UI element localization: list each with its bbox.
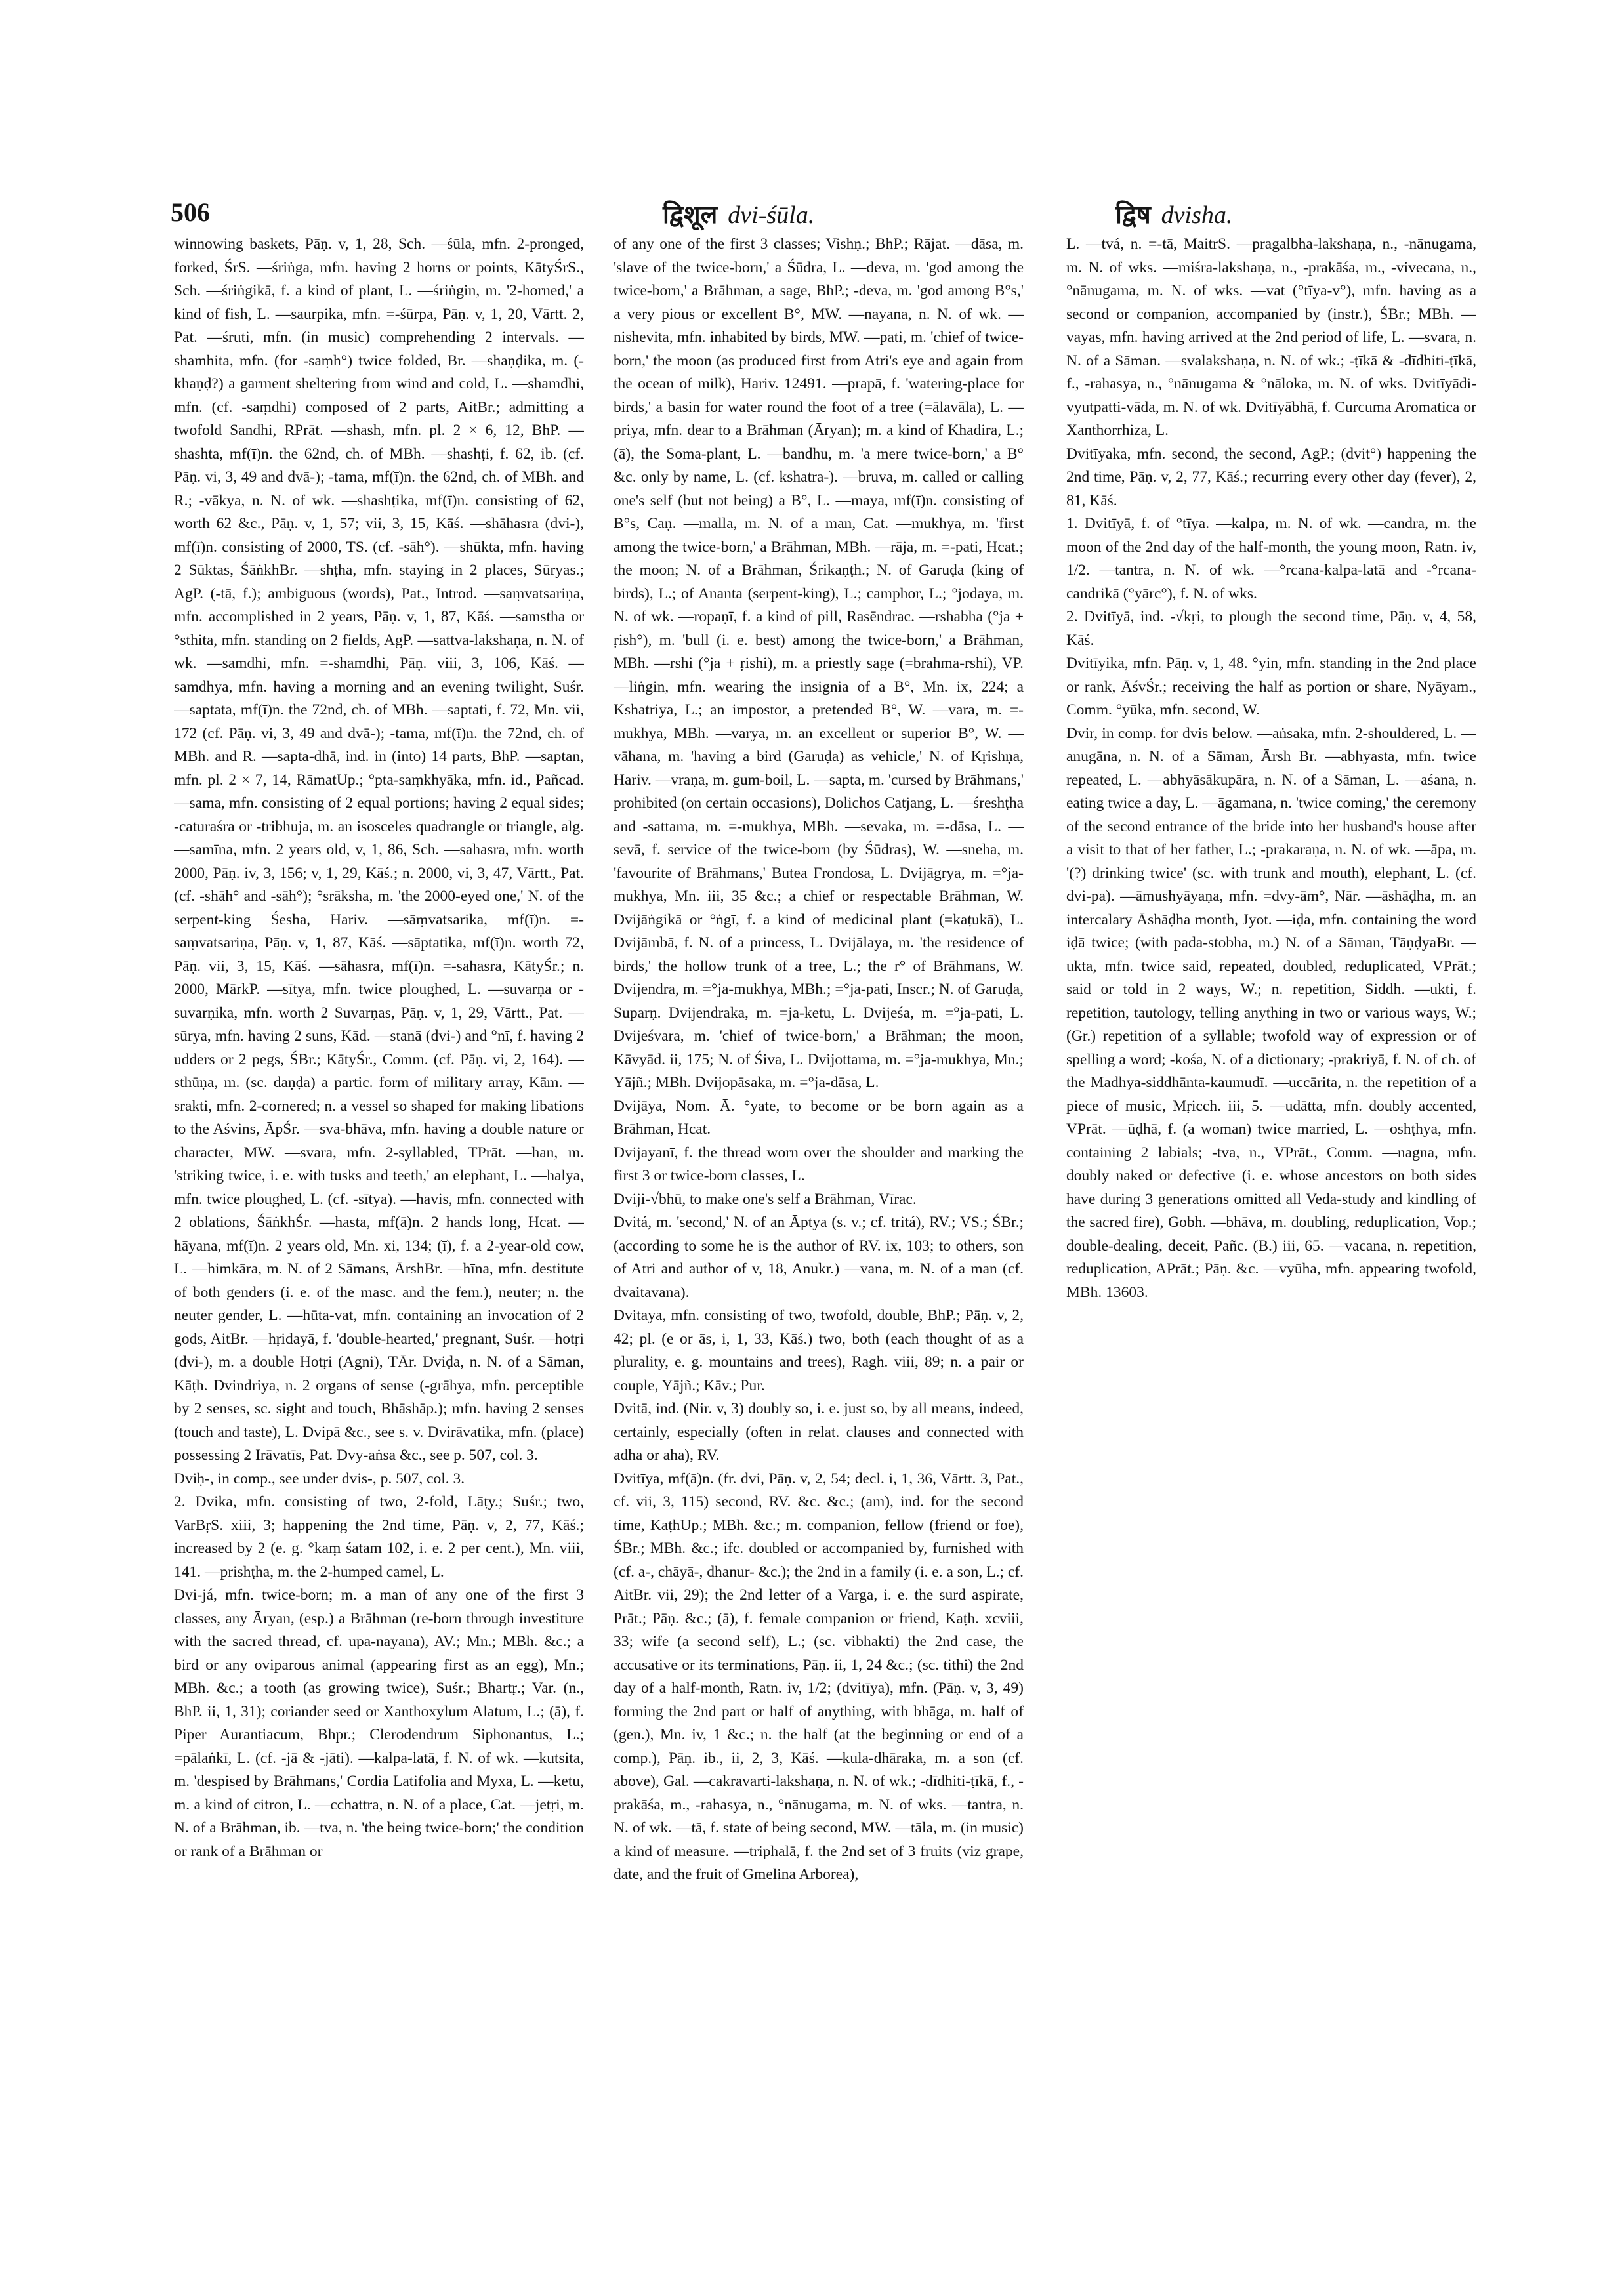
- right-head-devanagari: द्विष: [1115, 201, 1151, 229]
- entry-paragraph: Dviji-√bhū, to make one's self a Brāhman, Vīrac.: [614, 1190, 917, 1208]
- entry-paragraph: Dvitá, m. 'second,' N. of an Āptya (s. v.; cf. tritá), RV.; VS.; ŚBr.; (according to some he is the author of RV. ix, 103; to others, son of Atri and author of v, 18, Anukr.) —vana, m. N. of a man (cf. dvaitavana).: [614, 1214, 1024, 1301]
- entry-paragraph: Dvijāya, Nom. Ā. °yate, to become or be born again as a Brāhman, Hcat.: [614, 1097, 1024, 1138]
- entry-paragraph: Dvi-já, mfn. twice-born; m. a man of any one of the first 3 classes, any Āryan, (esp.) a Brāhman (re-born through investiture with the sacred thread, cf. upa-nayana), AV.; Mn.; MBh. &c.; a bird or any oviparous animal (appearing first as an egg), Mn.; MBh. &c.; a tooth (as growing twice), Suśr.; Bhartṛ.; Var. (n., BhP. ii, 1, 31); coriander seed or Xanthoxylum Alatum, L.; (ā), f. Piper Aurantiacum, Bhpr.; Clerodendrum Siphonantus, L.; =pālaṅkī, L. (cf. -jā & -jāti). —kalpa-latā, f. N. of wk. —kutsita, m. 'despised by Brāhmans,' Cordia Latifolia and Myxa, L. —ketu, m. a kind of citron, L. —cchattra, n. N. of a place, Cat. —jetṛi, m. N. of a Brāhman, ib. —tva, n. 'the being twice-born;' the condition or rank of a Brāhman or: [174, 1586, 584, 1860]
- entry-paragraph: Dvitīya, mf(ā)n. (fr. dvi, Pāṇ. v, 2, 54; decl. i, 1, 36, Vārtt. 3, Pat., cf. vii, 3, 115) second, RV. &c. &c.; (am), ind. for the second time, KaṭhUp.; MBh. &c.; m. companion, fellow (friend or foe), ŚBr.; MBh. &c.; ifc. doubled or accompanied by, furnished with (cf. a-, chāyā-, dhanur- &c.); the 2nd in a family (i. e. a son, L.; cf. AitBr. vii, 29); the 2nd letter of a Varga, i. e. the surd aspirate, Prāt.; Pāṇ. &c.; (ā), f. female companion or friend, Kaṭh. xcviii, 33; wife (a second self), L.; (sc. vibhakti) the 2nd case, the accusative or its terminations, Pāṇ. ii, 1, 24 &c.; (sc. tithi) the 2nd day of a half-month, Ratn. iv, 1/2; (dvitīya), mfn. (Pāṇ. v, 3, 49) forming the 2nd part or half of anything, with bhāga, m. half of (gen.), Mn. iv, 1 &c.; n. the half (at the beginning or end of a comp.), Pāṇ. ib., ii, 2, 3, Kāś. —kula-dhāraka, m. a son (cf. above), Gal. —cakravarti-lakshaṇa, n. N. of wk.; -dīdhiti-ṭīkā, f., -prakāśa, m., -rahasya, n., °nānugama, m. N. of wks. —tantra, n. N. of wk. —tā, f. state of being second, MW. —tāla, m. (in music) a kind of measure. —triphalā, f. the 2nd set of 3 fruits (viz grape, date, and the fruit of Gmelina Arborea),: [614, 1470, 1024, 1883]
- entry-paragraph: L. —tvá, n. =-tā, MaitrS. —pragalbha-lakshaṇa, n., -nānugama, m. N. of wks. —miśra-lakshaṇa, n., -prakāśa, m., -vivecana, n., °nānugama, m. N. of wks. —vat (°tīya-v°), mfn. having as a second or companion, accompanied by (instr.), ŚBr.; MBh. —vayas, mfn. having arrived at the 2nd period of life, L. —svara, n. N. of a Sāman. —svalakshaṇa, n. N. of wk.; -ṭīkā & -dīdhiti-ṭīkā, f., -rahasya, n., °nānugama & °nāloka, m. N. of wks. Dvitīyādi-vyutpatti-vāda, m. N. of wk. Dvitīyābhā, f. Curcuma Aromatica or Xanthorrhiza, L.: [1066, 236, 1476, 439]
- entry-paragraph: Dvitā, ind. (Nir. v, 3) doubly so, i. e. just so, by all means, indeed, certainly, especially (often in relat. clauses and connected with adha or aha), RV.: [614, 1400, 1024, 1464]
- entry-paragraph: of any one of the first 3 classes; Vishṇ.; BhP.; Rājat. —dāsa, m. 'slave of the twice-born,' a Śūdra, L. —deva, m. 'god among the twice-born,' a Brāhman, a sage, BhP.; -deva, m. 'god among B°s,' a very pious or excellent B°, MW. —nayana, n. N. of wk. —nishevita, mfn. inhabited by birds, MW. —pati, m. 'chief of twice-born,' the moon (as produced first from Atri's eye and again from the ocean of milk), Hariv. 12491. —prapā, f. 'watering-place for birds,' a basin for water round the foot of a tree (=ālavāla), L. —priya, mfn. dear to a Brāhman (Āryan); m. a kind of Khadira, L.; (ā), the Soma-plant, L. —bandhu, m. 'a mere twice-born,' a B° &c. only by name, L. (cf. kshatra-). —bruva, m. called or calling one's self (but not being) a B°, L. —maya, mf(ī)n. consisting of B°s, Caṇ. —malla, m. N. of a man, Cat. —mukhya, m. 'first among the twice-born,' a Brāhman, MBh. —rāja, m. =-pati, Hcat.; the moon; N. of a Brāhman, Śrikaṇṭh.; N. of Garuḍa (king of birds), L.; of Ananta (serpent-king), L.; camphor, L.; °jodaya, m. N. of wk. —ropaṇī, f. a kind of pill, Rasēndrac. —rshabha (°ja + ṛish°), m. 'bull (i. e. best) among the twice-born,' a Brāhman, MBh. —rshi (°ja + ṛishi), m. a priestly sage (=brahma-rshi), VP. —liṅgin, mfn. wearing the insignia of a B°, Mn. ix, 224; a Kshatriya, L.; an impostor, a pretended B°, W. —vara, m. =-mukhya, MBh. —varya, m. an excellent or superior B°, W. —vāhana, m. 'having a bird (Garuḍa) as vehicle,' N. of Kṛishṇa, Hariv. —vraṇa, m. gum-boil, L. —sapta, m. 'cursed by Brāhmans,' prohibited (on certain occasions), Dolichos Catjang, L. —śreshṭha and -sattama, m. =-mukhya, MBh. —sevaka, m. =-dāsa, L. —sevā, f. service of the twice-born (by Śūdras), W. —sneha, m. 'favourite of Brāhmans,' Butea Frondosa, L. Dvijāgrya, m. =°ja-mukhya, Mn. iii, 35 &c.; a chief or respectable Brāhman, W. Dvijāṅgikā or °ṅgī, f. a kind of medicinal plant (=kaṭukā), L. Dvijāmbā, f. N. of a princess, L. Dvijālaya, m. 'the residence of birds,' the hollow trunk of a tree, L.; the r° of Brāhmans, W. Dvijendra, m. =°ja-mukhya, MBh.; =°ja-pati, Inscr.; N. of Garuḍa, Suparṇ. Dvijendraka, m. =ja-ketu, L. Dvijeśa, m. =°ja-pati, L. Dvijeśvara, m. 'chief of twice-born,' a Brāhman; the moon, Kāvyād. ii, 175; N. of Śiva, L. Dvijottama, m. =°ja-mukhya, Mn.; Yājñ.; MBh. Dvijopāsaka, m. =°ja-dāsa, L.: [614, 236, 1024, 1091]
- page-header: [167, 197, 1486, 230]
- left-running-head: [663, 197, 814, 231]
- column-3: [1066, 233, 1476, 2254]
- entry-paragraph: Dvir, in comp. for dvis below. —aṅsaka, mfn. 2-shouldered, L. —anugāna, n. N. of a Sāman, Ārsh Br. —abhyasta, mfn. twice repeated, L. —abhyāsākupāra, n. N. of a Sāman, L. —aśana, n. eating twice a day, L. —āgamana, n. 'twice coming,' the ceremony of the second entrance of the bride into her husband's house after a visit to that of her father, L.; -prakaraṇa, n. N. of wk. —āpa, m. '(?) drinking twice' (sc. with trunk and mouth), elephant, L. (cf. dvi-pa). —āmushyāyaṇa, mfn. =dvy-ām°, Nār. —āshāḍha, m. an intercalary Āshāḍha month, Jyot. —iḍa, mfn. containing the word iḍā twice; (with pada-stobha, m.) N. of a Sāman, TāṇḍyaBr. —ukta, mfn. twice said, repeated, doubled, reduplicated, VPrāt.; said or told in 2 ways, W.; n. repetition, Siddh. —ukti, f. repetition, tautology, telling anything in two or various ways, W.; (Gr.) repetition of a syllable; twofold way of expression or of spelling a word; -kośa, N. of a dictionary; -prakriyā, f. N. of ch. of the Madhya-siddhānta-kaumudī. —uccārita, n. the repetition of a piece of music, Mṛicch. iii, 5. —udātta, mfn. doubly accented, VPrāt. —ūḍhā, f. (a woman) twice married, L. —oshṭhya, mfn. containing 2 labials; -tva, n., VPrāt., Comm. —nagna, mfn. doubly naked or defective (i. e. whose ancestors on both sides have during 3 generations omitted all Veda-study and kindling of the sacred fire), Gobh. —bhāva, m. doubling, reduplication, Vop.; double-dealing, deceit, Pañc. (B.) iii, 65. —vacana, n. repetition, reduplication, APrāt.; Pāṇ. &c. —vyūha, mfn. appearing twofold, MBh. 13603.: [1066, 724, 1476, 1301]
- entry-paragraph: 1. Dvitīyā, f. of °tīya. —kalpa, m. N. of wk. —candra, m. the moon of the 2nd day of the half-month, the young moon, Ratn. iv, 1/2. —tantra, n. N. of wk. —°rcana-kalpa-latā and -°rcana-candrikā (°yārc°), f. N. of wks.: [1066, 515, 1476, 602]
- column-1: [174, 233, 584, 2254]
- right-running-head: [1115, 197, 1232, 231]
- entry-paragraph: Dvitaya, mfn. consisting of two, twofold, double, BhP.; Pāṇ. v, 2, 42; pl. (e or ās, i, 1, 33, Kāś.) two, both (each thought of as a plurality, e. g. mountains and trees), Ragh. viii, 89; n. a pair or couple, Yājñ.; Kāv.; Pur.: [614, 1307, 1024, 1394]
- right-head-translit: dvisha.: [1161, 201, 1233, 229]
- entry-paragraph: Dvijayanī, f. the thread worn over the shoulder and marking the first 3 or twice-born classes, L.: [614, 1144, 1024, 1184]
- column-2: [614, 233, 1024, 2254]
- entry-paragraph: 2. Dvitīyā, ind. -√kṛi, to plough the second time, Pāṇ. v, 4, 58, Kāś.: [1066, 608, 1476, 649]
- left-head-devanagari: द्विशूल: [663, 201, 718, 229]
- entry-paragraph: winnowing baskets, Pāṇ. v, 1, 28, Sch. —śūla, mfn. 2-pronged, forked, ŚrS. —śriṅga, mfn. having 2 horns or points, KātyŚrS., Sch. —śriṅgikā, f. a kind of plant, L. —śriṅgin, m. '2-horned,' a kind of fish, L. —saurpika, mfn. =-śūrpa, Pāṇ. v, 1, 20, Vārtt. 2, Pat. —śruti, mfn. (in music) comprehending 2 intervals. —shamhita, mfn. (for -saṃh°) twice folded, Br. —shaṇḍika, m. (-khaṇḍ?) a garment sheltering from wind and cold, L. —shamdhi, mfn. (cf. -saṃdhi) composed of 2 parts, AitBr.; admitting a twofold Sandhi, RPrāt. —shash, mfn. pl. 2 × 6, 12, BhP. —shashta, mf(ī)n. the 62nd, ch. of MBh. —shashṭi, f. 62, ib. (cf. Pāṇ. vi, 3, 49 and dvā-); -tama, mf(ī)n. the 62nd, ch. of MBh. and R.; -vākya, n. N. of wk. —shashṭika, mf(ī)n. consisting of 62, worth 62 &c., Pāṇ. v, 1, 57; vii, 3, 15, Kāś. —shāhasra (dvi-), mf(ī)n. consisting of 2000, TS. (cf. -sāh°). —shūkta, mfn. having 2 Sūktas, ŚāṅkhBr. —shṭha, mfn. staying in 2 places, Sūryas.; AgP. (-tā, f.); ambiguous (words), Pat., Introd. —saṃvatsariṇa, mfn. accomplished in 2 years, Pāṇ. v, 1, 87, Kāś. —samstha or °sthita, mfn. standing on 2 fields, AgP. —sattva-lakshaṇa, n. N. of wk. —samdhi, mfn. =-shamdhi, Pāṇ. viii, 3, 106, Kāś. —samdhya, mfn. having a morning and an evening twilight, Suśr. —saptata, mf(ī)n. the 72nd, ch. of MBh. —saptati, f. 72, Mn. vii, 172 (cf. Pāṇ. vi, 3, 49 and dvā-); -tama, mf(ī)n. the 72nd, ch. of MBh. and R. —sapta-dhā, ind. in (into) 14 parts, BhP. —saptan, mfn. pl. 2 × 7, 14, RāmatUp.; °pta-saṃkhyāka, mfn. id., Pañcad. —sama, mfn. consisting of 2 equal portions; having 2 equal sides; -caturaśra or -tribhuja, m. an isosceles quadrangle or triangle, alg. —samīna, mfn. 2 years old, v, 1, 86, Sch. —sahasra, mfn. worth 2000, Pāṇ. iv, 3, 156; v, 1, 29, Kāś.; n. 2000, vi, 3, 47, Vārtt., Pat. (cf. -shāh° and -sāh°); °srāksha, m. 'the 2000-eyed one,' N. of the serpent-king Śesha, Hariv. —sāṃvatsarika, mf(ī)n. =-saṃvatsariṇa, Pāṇ. v, 1, 87, Kāś. —sāptatika, mf(ī)n. worth 72, Pāṇ. vii, 3, 15, Kāś. —sāhasra, mf(ī)n. =-sahasra, KātyŚr.; n. 2000, MārkP. —sītya, mfn. twice ploughed, L. —suvarṇa or -suvarṇika, mfn. worth 2 Suvarṇas, Pāṇ. v, 1, 29, Vārtt., Pat. —sūrya, mfn. having 2 suns, Kād. —stanā (dvi-) and °nī, f. having 2 udders or 2 pegs, ŚBr.; KātyŚr., Comm. (cf. Pāṇ. vi, 2, 164). —sthūṇa, m. (sc. daṇḍa) a partic. form of military array, Kām. —srakti, mfn. 2-cornered; n. a vessel so shaped for making libations to the Aśvins, ĀpŚr. —sva-bhāva, mfn. having a double nature or character, MW. —svara, mfn. 2-syllabled, TPrāt. —han, m. 'striking twice, i. e. with tusks and teeth,' an elephant, L. —halya, mfn. twice ploughed, L. (cf. -sītya). —havis, mfn. connected with 2 oblations, ŚāṅkhŚr. —hasta, mf(ā)n. 2 hands long, Hcat. —hāyana, mf(ī)n. 2 years old, Mn. xi, 134; (ī), f. a 2-year-old cow, L. —himkāra, m. N. of 2 Sāmans, ĀrshBr. —hīna, mfn. destitute of both genders (i. e. of the masc. and the fem.), neuter; n. the neuter gender, L. —hūta-vat, mfn. containing an invocation of 2 gods, AitBr. —hṛidayā, f. 'double-hearted,' pregnant, Suśr. —hotṛi (dvi-), m. a double Hotṛi (Agni), TĀr. Dviḍa, n. N. of a Sāman, Kāṭh. Dvindriya, n. 2 organs of sense (-grāhya, mfn. perceptible by 2 senses, sc. sight and touch, Bhāshāp.); mfn. having 2 senses (touch and taste), L. Dvipā &c., see s. v. Dvirāvatika, mfn. (place) possessing 2 Irāvatīs, Pat. Dvy-aṅsa &c., see p. 507, col. 3.: [174, 236, 584, 1464]
- page-number: 506: [171, 197, 210, 227]
- left-head-translit: dvi-śūla.: [728, 201, 815, 229]
- entry-paragraph: Dviḥ-, in comp., see under dvis-, p. 507, col. 3.: [174, 1470, 465, 1487]
- entry-paragraph: Dvitīyaka, mfn. second, the second, AgP.; (dvit°) happening the 2nd time, Pāṇ. v, 2, 77, Kāś.; recurring every other day (fever), 2, 81, Kāś.: [1066, 445, 1476, 509]
- entry-paragraph: Dvitīyika, mfn. Pāṇ. v, 1, 48. °yin, mfn. standing in the 2nd place or rank, ĀśvŚr.; receiving the half as portion or share, Nyāyam., Comm. °yūka, mfn. second, W.: [1066, 655, 1476, 718]
- entry-paragraph: 2. Dvika, mfn. consisting of two, 2-fold, Lāṭy.; Suśr.; two, VarBṛS. xiii, 3; happening the 2nd time, Pāṇ. v, 2, 77, Kāś.; increased by 2 (e. g. °kaṃ śatam 102, i. e. 2 per cent.), Mn. viii, 141. —prishṭha, m. the 2-humped camel, L.: [174, 1493, 584, 1581]
